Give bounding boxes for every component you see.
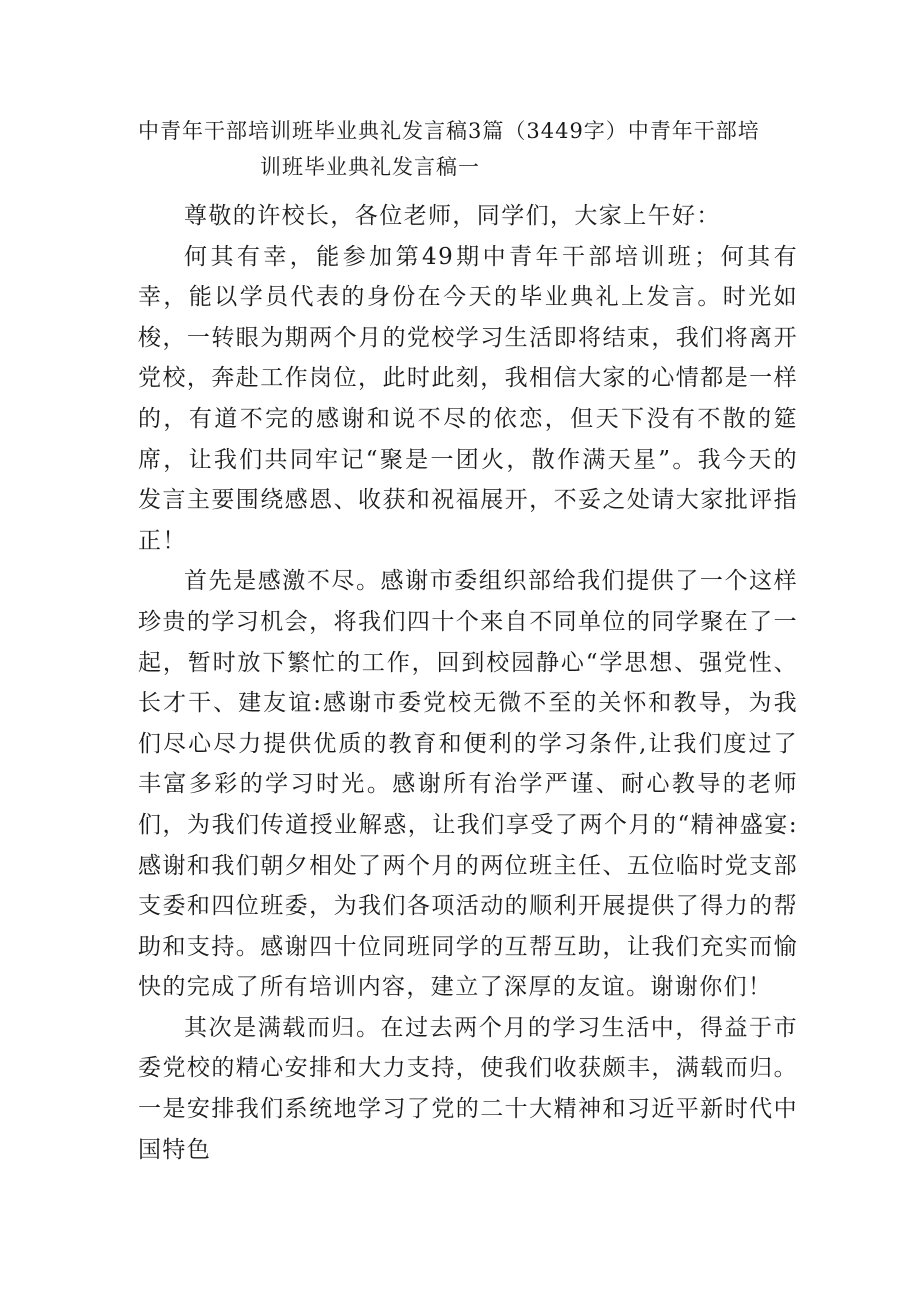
document-title-line-2: 训班毕业典礼发言稿一 xyxy=(260,155,480,179)
paragraph-harvest: 其次是满载而归。在过去两个月的学习生活中，得益于市委党校的精心安排和大力支持，使我们收获颇丰，满载而归。一是安排我们系统地学习了党的二十大精神和习近平新时代中国特色 xyxy=(138,1014,798,1163)
paragraph-greeting: 尊敬的许校长，各位老师，同学们，大家上午好： xyxy=(184,203,721,229)
paragraph-intro: 何其有幸，能参加第49期中青年干部培训班；何其有幸，能以学员代表的身份在今天的毕业典礼上发言。时光如梭，一转眼为期两个月的党校学习生活即将结束，我们将离开党校，奔赴工作岗位，此时此刻，我相信大家的心情都是一样的，有道不完的感谢和说不尽的依恋，但天下没有不散的筵席，让我们共同牢记“聚是一团火，散作满天星”。我今天的发言主要围绕感恩、收获和祝福展开，不妥之处请大家批评指正！ xyxy=(138,243,798,554)
paragraph-gratitude: 首先是感激不尽。感谢市委组织部给我们提供了一个这样珍贵的学习机会，将我们四十个来自不同单位的同学聚在了一起，暂时放下繁忙的工作，回到校园静心“学思想、强党性、长才干、建友谊:感谢市委党校无微不至的关怀和教导，为我们尽心尽力提供优质的教育和便利的学习条件,让我们度过了丰富多彩的学习时光。感谢所有治学严谨、耐心教导的老师们，为我们传道授业解惑，让我们享受了两个月的“精神盛宴:感谢和我们朝夕相处了两个月的两位班主任、五位临时党支部支委和四位班委，为我们各项活动的顺利开展提供了得力的帮助和支持。感谢四十位同班同学的互帮互助，让我们充实而愉快的完成了所有培训内容，建立了深厚的友谊。谢谢你们！ xyxy=(138,568,798,1001)
document-body xyxy=(138,196,798,1170)
document-title-line-1: 中青年干部培训班毕业典礼发言稿3篇（3449字）中青年干部培 xyxy=(138,119,760,143)
